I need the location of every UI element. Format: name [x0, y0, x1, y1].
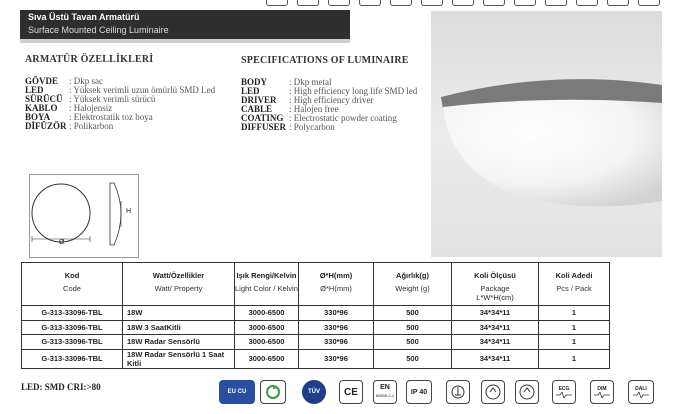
- cut-icon: [359, 0, 381, 6]
- spec-key: COATING: [241, 113, 284, 124]
- table-row: [22, 349, 610, 368]
- cell-watt: 18W Radar Sensörlü: [123, 335, 235, 350]
- feature-value: : Halojensiz: [69, 103, 113, 114]
- dim-icon: [590, 380, 614, 404]
- cell-pcs: 1: [539, 306, 610, 321]
- col-header-weight: Ağırlık(g) Weight (g): [374, 263, 452, 306]
- cut-icon: [297, 0, 319, 6]
- cut-icon: [452, 0, 474, 6]
- cell-weight: 500: [374, 335, 452, 350]
- features-en-list: [241, 78, 417, 133]
- en-standard-number: 60598-2-1: [375, 393, 395, 398]
- cell-pcs: 1: [539, 349, 610, 368]
- feature-value: : Elektrostatik toz boya: [69, 112, 153, 123]
- recycle-icon: [260, 380, 286, 404]
- cut-icon: [638, 0, 660, 6]
- ceiling-lamp-image: [431, 11, 662, 257]
- cell-dimensions: 330*96: [299, 349, 374, 368]
- spec-key: DIFFUSER: [241, 122, 287, 133]
- ip-rating-label: IP 40: [410, 388, 428, 396]
- tuv-cert-icon: [302, 380, 326, 404]
- feature-key: DİFÜZÖR: [25, 121, 67, 132]
- product-photo: [431, 11, 662, 257]
- table-header-row: [22, 263, 610, 306]
- ecg-driver-icon: [552, 380, 576, 404]
- col-header-dimensions: Ø*H(mm) Ø*H(mm): [299, 263, 374, 306]
- feature-value: : Yüksek verimli uzun ömürlü SMD Led: [69, 85, 216, 96]
- feature-value: : Polikarbon: [69, 121, 114, 132]
- cell-code: G-313-33096-TBL: [22, 320, 123, 335]
- spec-value: : Polycarbon: [289, 122, 335, 133]
- dimension-drawing: [29, 174, 139, 258]
- cell-dimensions: 330*96: [299, 320, 374, 335]
- col-header-package: Koli Ölçüsü Package L*W*H(cm): [452, 263, 539, 306]
- col-header-code: Kod Code: [22, 263, 123, 306]
- en-standard-label: EN: [380, 384, 390, 391]
- feature-value: : Dkp sac: [69, 76, 103, 86]
- table-row: [22, 320, 610, 335]
- ecg-label: ECG: [558, 386, 570, 392]
- feature-key: SÜRÜCÜ: [25, 94, 63, 105]
- title-en: Surface Mounted Ceiling Luminaire: [28, 25, 169, 35]
- cut-icon: [328, 0, 350, 6]
- ik-impact-icon: [481, 380, 505, 404]
- cell-watt: 18W 3 SaatKitli: [123, 320, 235, 335]
- features-tr-heading: ARMATÜR ÖZELLİKLERİ: [25, 54, 154, 65]
- features-tr-list: [25, 77, 215, 132]
- cut-icon: [421, 0, 443, 6]
- spec-row: [241, 123, 417, 132]
- cell-package: 34*34*11: [452, 320, 539, 335]
- cut-icon: [483, 0, 505, 6]
- cell-package: 34*34*11: [452, 306, 539, 321]
- dim-label: DIM: [597, 386, 607, 392]
- feature-value: : Yüksek verimli sürücü: [69, 94, 156, 105]
- cell-watt: 18W Radar Sensörlü 1 Saat Kitli: [123, 349, 235, 368]
- cut-icon: [266, 0, 288, 6]
- diameter-label: Ø: [59, 239, 65, 246]
- tuv-cert-label: TÜV: [308, 389, 320, 395]
- led-cri-note: LED: SMD CRI:>80: [21, 382, 101, 392]
- cell-pcs: 1: [539, 335, 610, 350]
- cut-icon: [576, 0, 598, 6]
- feature-key: LED: [25, 85, 44, 96]
- cell-kelvin: 3000-6500: [235, 349, 299, 368]
- feature-key: GÖVDE: [25, 76, 59, 86]
- dimension-diagram: [30, 175, 138, 257]
- cut-icon: [545, 0, 567, 6]
- col-header-watt: Watt/Özellikler Watt/ Property: [123, 263, 235, 306]
- ce-mark-label: CE: [344, 386, 358, 398]
- ik-impact-icon-2: [515, 380, 539, 404]
- dali-icon: [628, 380, 654, 404]
- spec-value: : Halojen free: [289, 104, 339, 115]
- spec-value: : High efficiency driver: [289, 95, 374, 106]
- spec-value: : High efficiency long life SMD led: [289, 86, 418, 97]
- en-standard-icon: [373, 380, 397, 404]
- feature-row: [25, 122, 215, 131]
- col-header-pcs: Koli Adedi Pcs / Pack: [539, 263, 610, 306]
- eu-cert-label: EU CU: [227, 388, 247, 395]
- cell-package: 34*34*11: [452, 335, 539, 350]
- cell-code: G-313-33096-TBL: [22, 335, 123, 350]
- ip-rating-icon: [406, 380, 432, 404]
- height-label: H: [126, 208, 132, 215]
- cell-package: 34*34*11: [452, 349, 539, 368]
- table-row: [22, 306, 610, 321]
- spec-value: : Electrostatic powder coating: [289, 113, 397, 124]
- feature-key: BOYA: [25, 112, 51, 123]
- table-row: [22, 335, 610, 350]
- col-header-light-color: Işık Rengi/Kelvin Light Color / Kelvin: [235, 263, 299, 306]
- dali-label: DALI: [635, 386, 647, 392]
- product-table: [21, 262, 610, 369]
- cell-code: G-313-33096-TBL: [22, 306, 123, 321]
- features-en-heading: SPECIFICATIONS OF LUMINAIRE: [241, 55, 409, 66]
- header-banner: [20, 10, 350, 43]
- cell-watt: 18W: [123, 306, 235, 321]
- cell-weight: 500: [374, 349, 452, 368]
- eu-cert-icon: [219, 380, 255, 404]
- feature-key: KABLO: [25, 103, 58, 114]
- spec-key: LED: [241, 86, 260, 97]
- cell-dimensions: 330*96: [299, 306, 374, 321]
- cell-weight: 500: [374, 320, 452, 335]
- spec-key: DRIVER: [241, 95, 277, 106]
- cell-kelvin: 3000-6500: [235, 306, 299, 321]
- cut-icon: [390, 0, 412, 6]
- cut-icon: [514, 0, 536, 6]
- cut-icon: [607, 0, 629, 6]
- spec-value: : Dkp metal: [289, 77, 332, 87]
- cell-weight: 500: [374, 306, 452, 321]
- protection-class-icon: [446, 380, 470, 404]
- cell-dimensions: 330*96: [299, 335, 374, 350]
- ce-mark-icon: [339, 380, 363, 404]
- cell-kelvin: 3000-6500: [235, 320, 299, 335]
- cell-code: G-313-33096-TBL: [22, 349, 123, 368]
- title-tr: Sıva Üstü Tavan Armatürü: [28, 12, 140, 22]
- spec-key: CABLE: [241, 104, 273, 115]
- cell-pcs: 1: [539, 320, 610, 335]
- spec-key: BODY: [241, 77, 268, 87]
- cell-kelvin: 3000-6500: [235, 335, 299, 350]
